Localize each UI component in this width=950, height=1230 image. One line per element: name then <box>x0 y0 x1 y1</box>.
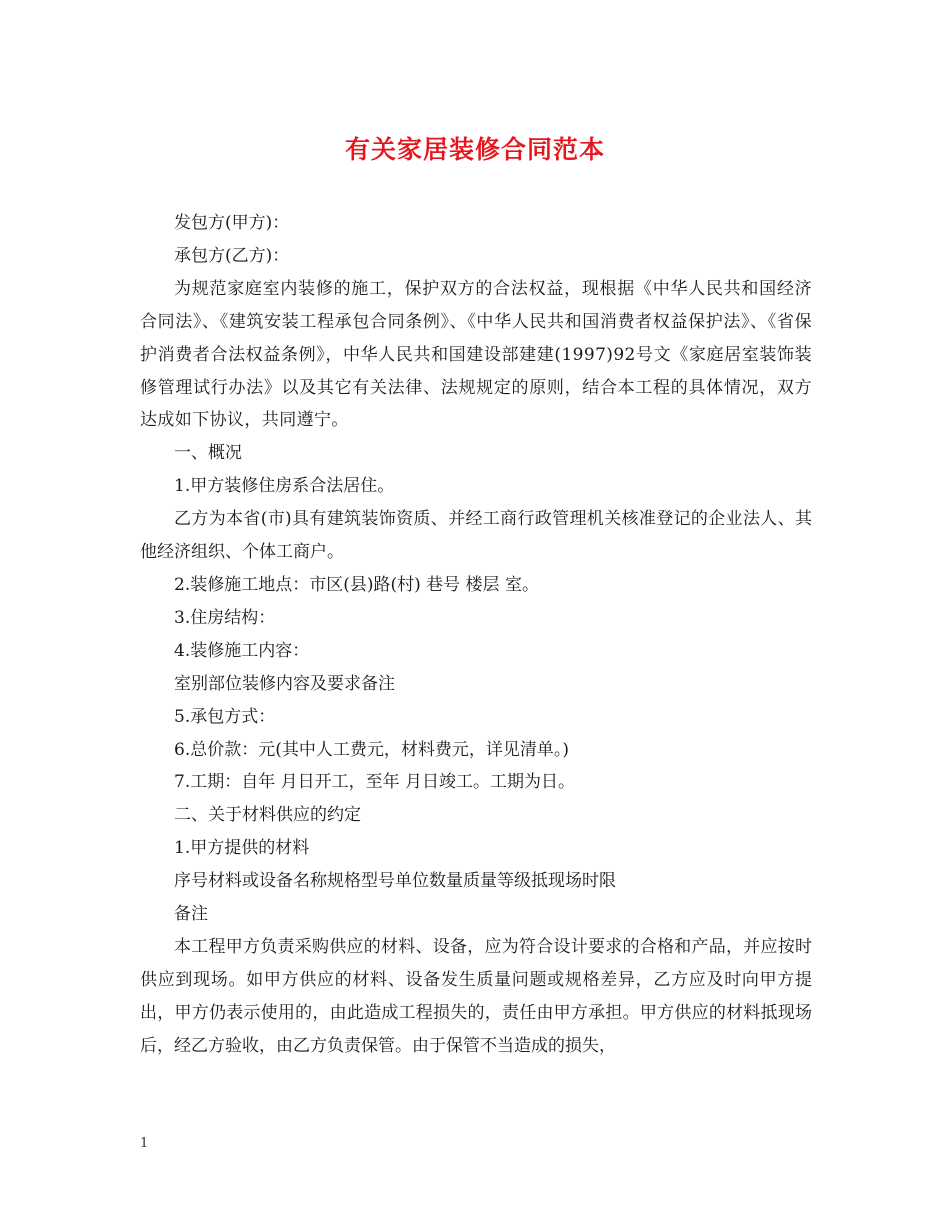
paragraph-materials-table-header: 序号材料或设备名称规格型号单位数量质量等级抵现场时限 <box>174 871 616 892</box>
paragraph-remarks: 备注 <box>174 904 208 925</box>
document-title: 有关家居装修合同范本 <box>344 135 605 164</box>
paragraph-item-2: 2.装修施工地点：市区(县)路(村) 巷号 楼层 室。 <box>174 574 539 595</box>
paragraph-item-6: 6.总价款：元(其中人工费元，材料费元，详见清单。) <box>174 739 569 760</box>
paragraph-item-5: 5.承包方式： <box>174 706 276 727</box>
document-body <box>140 207 812 1063</box>
paragraph-item-1: 1.甲方装修住房系合法居住。 <box>174 476 395 497</box>
paragraph-party-b: 承包方(乙方)： <box>174 245 290 266</box>
paragraph-party-a: 发包方(甲方)： <box>174 213 290 233</box>
section-heading-overview: 一、概况 <box>174 443 242 464</box>
paragraph-item-3: 3.住房结构： <box>174 607 276 628</box>
page-number: 1 <box>140 1136 149 1151</box>
paragraph-item-7: 7.工期：自年 月日开工，至年 月日竣工。工期为日。 <box>174 772 576 793</box>
paragraph-table-header: 室别部位装修内容及要求备注 <box>174 673 395 694</box>
paragraph-materials-terms: 本工程甲方负责采购供应的材料、设备，应为符合设计要求的合格和产品，并应按时供应到现场。如甲方供应的材料、设备发生质量问题或规格差异，乙方应及时向甲方提出，甲方仍表示使用的，由此造成工程损失的，责任由甲方承担。甲方供应的材料抵现场后，经乙方验收，由乙方负责保管。由于保管不当造成的损失， <box>140 936 812 1056</box>
paragraph-preamble: 为规范家庭室内装修的施工，保护双方的合法权益，现根据《中华人民共和国经济合同法》、《建筑安装工程承包合同条例》、《中华人民共和国消费者权益保护法》、《省保护消费者合法权益条例》，中华人民共和国建设部建建(1997)92号文《家庭居室装饰装修管理试行办法》以及其它有关法律、法规规定的原则，结合本工程的具体情况，双方达成如下协议，共同遵宁。 <box>140 278 812 431</box>
paragraph-contractor: 乙方为本省(市)具有建筑装饰资质、并经工商行政管理机关核准登记的企业法人、其他经济组织、个体工商户。 <box>140 509 812 563</box>
paragraph-materials-1: 1.甲方提供的材料 <box>174 838 310 859</box>
section-heading-materials: 二、关于材料供应的约定 <box>174 805 361 826</box>
paragraph-item-4: 4.装修施工内容： <box>174 640 310 661</box>
